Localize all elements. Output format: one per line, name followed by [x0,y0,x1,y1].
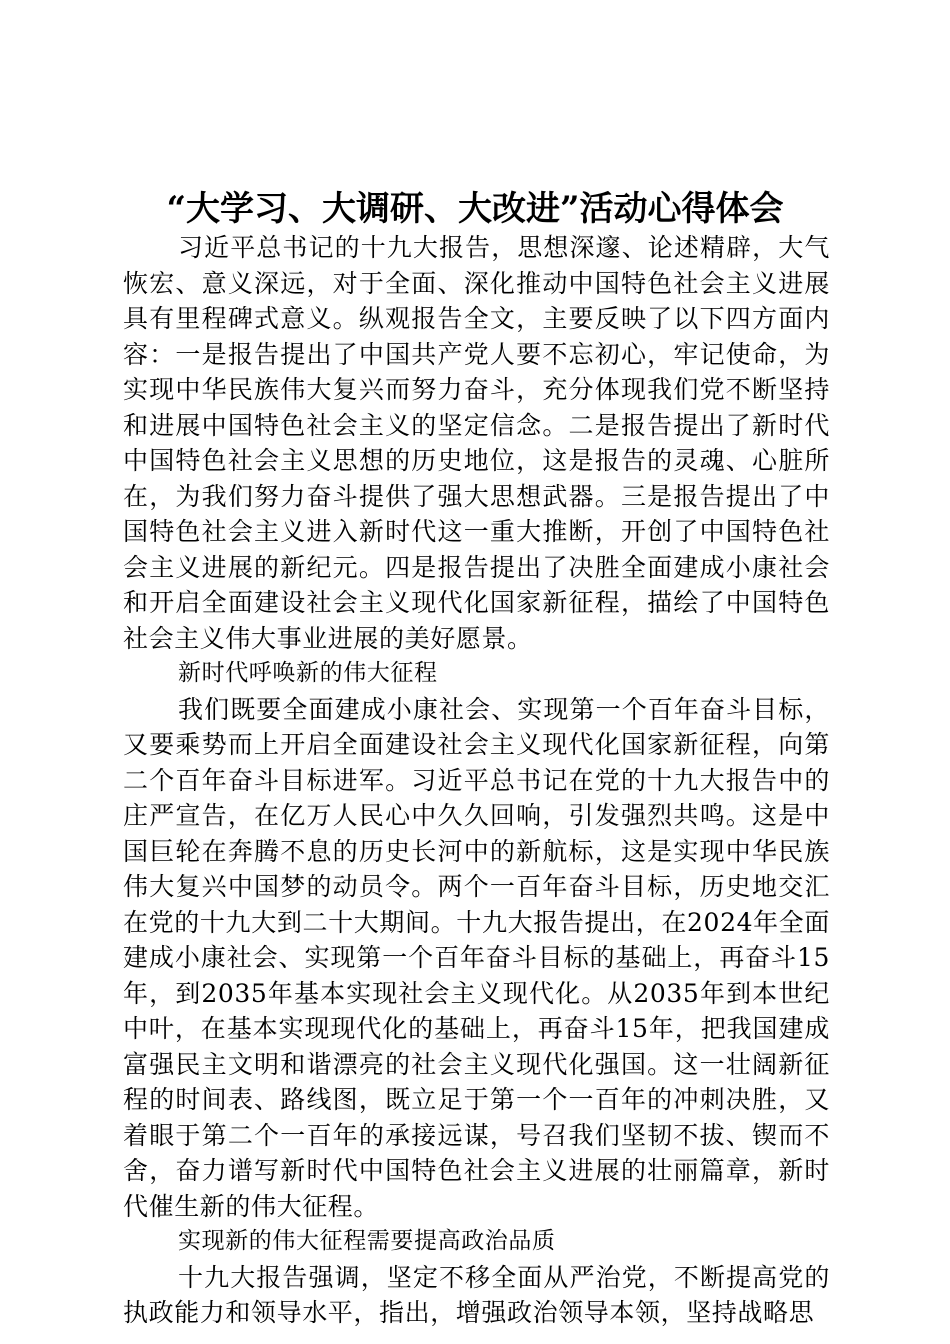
section-heading-new-era: 新时代呼唤新的伟大征程 [178,660,438,686]
paragraph-intro: 习近平总书记的十九大报告，思想深邃、论述精辟，大气恢宏、意义深远，对于全面、深化推动中国特色社会主义进展具有里程碑式意义。纵观报告全文，主要反映了以下四方面内容：一是报告提出了中国共产党人要不忘初心，牢记使命，为实现中华民族伟大复兴而努力奋斗，充分体现我们党不断坚持和进展中国特色社会主义的坚定信念。二是报告提出了新时代中国特色社会主义思想的历史地位，这是报告的灵魂、心脏所在，为我们努力奋斗提供了强大思想武器。三是报告提出了中国特色社会主义进入新时代这一重大推断，开创了中国特色社会主义进展的新纪元。四是报告提出了决胜全面建成小康社会和开启全面建设社会主义现代化国家新征程，描绘了中国特色社会主义伟大事业进展的美好愿景。 [123,233,830,653]
document-title: “大学习、大调研、大改进”活动心得体会 [166,189,784,229]
paragraph-political-quality: 十九大报告强调，坚定不移全面从严治党，不断提高党的执政能力和领导水平，指出，增强政治领导本领，坚持战略思 [123,1262,830,1327]
document-body [123,230,830,1331]
section-heading-political-quality: 实现新的伟大征程需要提高政治品质 [178,1228,556,1254]
paragraph-new-era: 我们既要全面建成小康社会、实现第一个百年奋斗目标，又要乘势而上开启全面建设社会主义现代化国家新征程，向第二个百年奋斗目标进军。习近平总书记在党的十九大报告中的庄严宣告，在亿万人民心中久久回响，引发强烈共鸣。这是中国巨轮在奔腾不息的历史长河中的新航标，这是实现中华民族伟大复兴中国梦的动员令。两个一百年奋斗目标，历史地交汇在党的十九大到二十大期间。十九大报告提出，在2024年全面建成小康社会、实现第一个百年奋斗目标的基础上，再奋斗15年，到2035年基本实现社会主义现代化。从2035年到本世纪中叶，在基本实现现代化的基础上，再奋斗15年，把我国建成富强民主文明和谐漂亮的社会主义现代化强国。这一壮阔新征程的时间表、路线图，既立足于第一个一百年的冲刺决胜，又着眼于第二个一百年的承接远谋，号召我们坚韧不拔、锲而不舍，奋力谱写新时代中国特色社会主义进展的壮丽篇章，新时代催生新的伟大征程。 [123,694,830,1221]
